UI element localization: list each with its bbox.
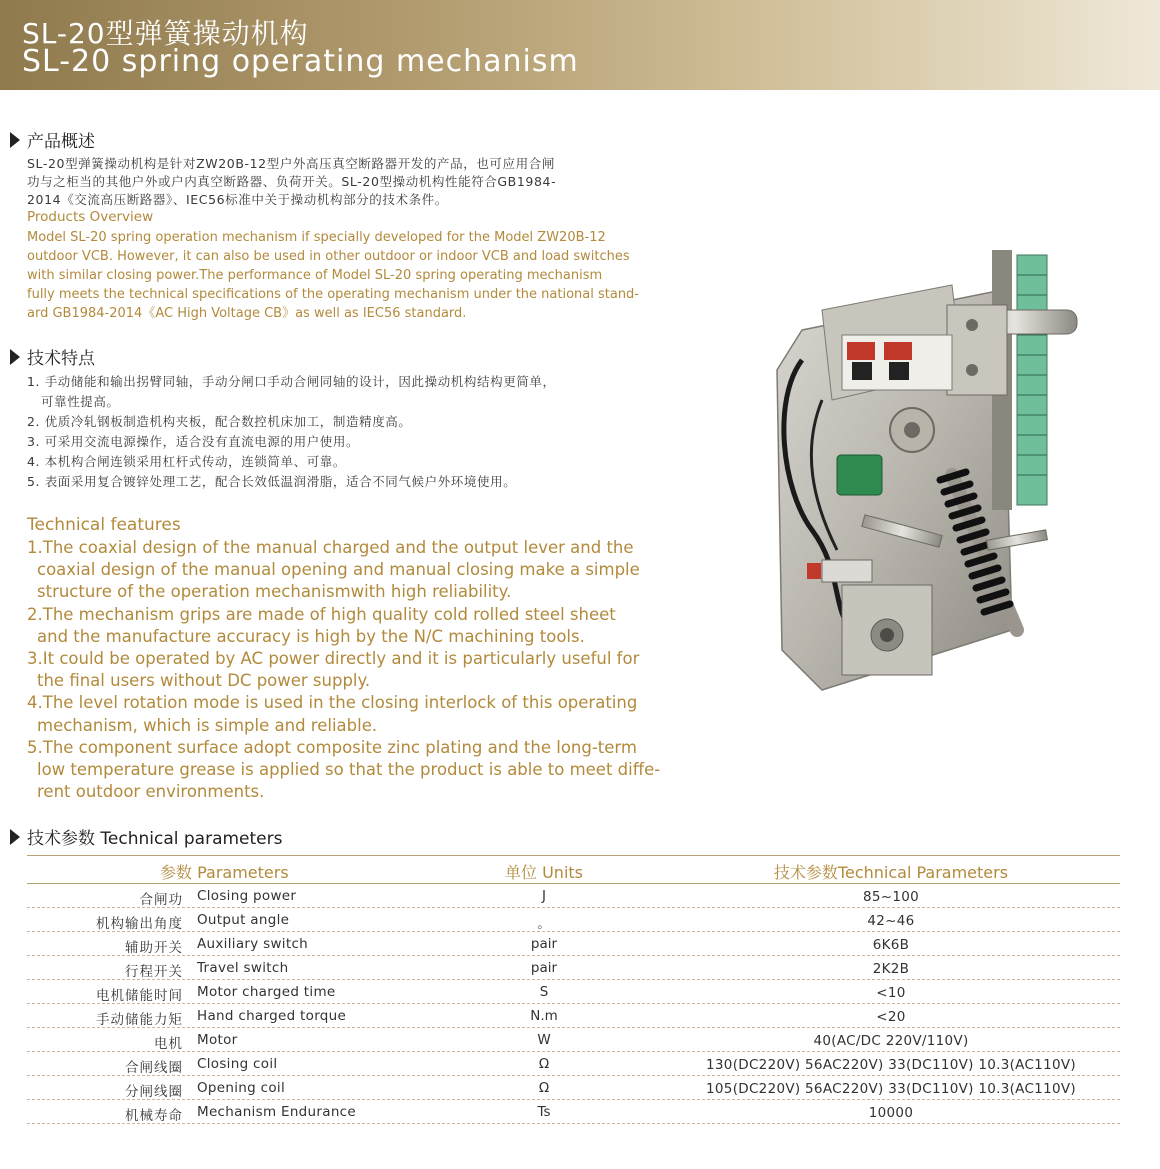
param-en: Mechanism Endurance <box>197 1104 357 1120</box>
table-row <box>27 1028 1120 1052</box>
feature-cn-item: 1. 手动储能和输出拐臂同轴，手动分闸口手动合闸同轴的设计，因此操动机构结构更简单， <box>27 374 556 389</box>
overview-en-line: Model SL-20 spring operation mechanism if specially developed for the Model ZW20B-12 <box>27 230 606 245</box>
param-value: 105(DC220V) 56AC220V) 33(DC110V) 10.3(AC110V) <box>706 1081 1076 1097</box>
param-value: <10 <box>876 985 906 1001</box>
table-row <box>27 1100 1120 1124</box>
table-row <box>27 932 1120 956</box>
param-unit: S <box>539 984 549 1000</box>
params-heading <box>10 824 282 849</box>
param-en: Output angle <box>197 912 290 928</box>
triangle-bullet-icon <box>10 829 20 845</box>
overview-cn-line: SL-20型弹簧操动机构是针对ZW20B-12型户外高压真空断路器开发的产品，也可应用合闸 <box>27 156 555 171</box>
params-heading-text: 技术参数 Technical parameters <box>27 829 283 849</box>
overview-heading-text: 产品概述 <box>27 132 95 152</box>
feature-en-line: coaxial design of the manual opening and manual closing make a simple <box>37 560 640 580</box>
overview-en-line: with similar closing power.The performance of Model SL-20 spring operating mechanism <box>27 268 603 283</box>
param-en: Motor <box>197 1032 238 1048</box>
feature-en-line: 5.The component surface adopt composite zinc plating and the long-term <box>27 737 637 757</box>
param-value: 85~100 <box>862 889 920 905</box>
feature-en-item <box>27 692 667 736</box>
overview-en-line: fully meets the technical specifications of the operating mechanism under the national stand- <box>27 287 639 302</box>
mechanism-photo <box>762 250 1102 695</box>
features-heading <box>10 344 95 369</box>
feature-cn-item: 2. 优质冷轧钢板制造机构夹板，配合数控机床加工，制造精度高。 <box>27 414 412 429</box>
table-row <box>27 1076 1120 1100</box>
triangle-bullet-icon <box>10 132 20 148</box>
terminal-strip <box>1017 255 1047 505</box>
col-header-units: 单位 Units <box>505 863 583 882</box>
param-value: <20 <box>876 1009 906 1025</box>
param-value: 40(AC/DC 220V/110V) <box>813 1033 969 1049</box>
param-unit: N.m <box>530 1008 558 1024</box>
param-value: 10000 <box>868 1105 914 1121</box>
param-cn: 辅助开关 <box>125 940 183 956</box>
param-value: 2K2B <box>872 961 910 977</box>
param-en: Opening coil <box>197 1080 286 1096</box>
feature-en-item <box>27 648 667 692</box>
col-header-values: 技术参数Technical Parameters <box>773 863 1009 882</box>
feature-en-line: 3.It could be operated by AC power directly and it is particularly useful for <box>27 649 640 669</box>
feature-en-line: rent outdoor environments. <box>37 782 265 802</box>
table-row <box>27 1004 1120 1028</box>
param-cn: 分闸线圈 <box>125 1084 183 1100</box>
overview-cn-line: 2014《交流高压断路器》、IEC56标准中关于操动机构部分的技术条件。 <box>27 192 448 207</box>
param-unit: Ts <box>537 1104 551 1120</box>
title-en: SL-20 spring operating mechanism <box>22 44 579 79</box>
overview-cn-line: 功与之柜当的其他户外或户内真空断路器、负荷开关。SL-20型操动机构性能符合GB1984- <box>27 174 557 189</box>
overview-en-line: ard GB1984-2014《AC High Voltage CB》as well as IEC56 standard. <box>27 306 467 321</box>
feature-en-item <box>27 737 667 804</box>
param-cn: 合闸功 <box>139 892 183 908</box>
feature-en-item <box>27 604 667 648</box>
param-cn: 合闸线圈 <box>125 1060 183 1076</box>
overview-heading <box>10 127 95 152</box>
overview-text-en <box>27 228 652 323</box>
param-unit: 。 <box>537 916 551 932</box>
feature-cn-item-cont: 可靠性提高。 <box>41 394 120 409</box>
param-cn: 电机 <box>154 1036 183 1052</box>
col-header-params: 参数 Parameters <box>160 863 289 882</box>
param-en: Motor charged time <box>197 984 336 1000</box>
header-banner <box>0 0 1160 90</box>
feature-en-line: the final users without DC power supply. <box>37 671 371 691</box>
overview-subheading-en: Products Overview <box>27 209 154 225</box>
triangle-bullet-icon <box>10 349 20 365</box>
param-cn: 行程开关 <box>125 964 183 980</box>
table-row <box>27 956 1120 980</box>
param-en: Closing power <box>197 888 297 904</box>
title-cn: SL-20型弹簧操动机构 <box>22 17 309 50</box>
param-cn: 机械寿命 <box>125 1108 183 1124</box>
param-value: 6K6B <box>872 937 910 953</box>
param-unit: pair <box>530 936 558 952</box>
features-heading-text: 技术特点 <box>27 349 95 369</box>
overview-text-cn <box>27 155 652 209</box>
features-list-cn <box>27 372 667 492</box>
feature-en-line: 1.The coaxial design of the manual charged and the output lever and the <box>27 538 634 557</box>
table-row <box>27 980 1120 1004</box>
param-unit: pair <box>530 960 558 976</box>
param-en: Auxiliary switch <box>197 936 309 952</box>
param-cn: 机构输出角度 <box>96 916 183 932</box>
param-en: Closing coil <box>197 1056 278 1072</box>
features-list-en <box>27 537 667 803</box>
feature-en-line: 4.The level rotation mode is used in the closing interlock of this operating <box>27 693 638 713</box>
feature-en-line: and the manufacture accuracy is high by the N/C machining tools. <box>37 626 585 646</box>
param-unit: W <box>537 1032 551 1048</box>
param-cn: 电机储能时间 <box>96 988 183 1004</box>
param-en: Hand charged torque <box>197 1008 347 1024</box>
param-unit: Ω <box>538 1080 550 1096</box>
feature-cn-item: 4. 本机构合闸连锁采用杠杆式传动，连锁简单、可靠。 <box>27 454 347 469</box>
param-cn: 手动储能力矩 <box>96 1012 183 1028</box>
param-value: 42~46 <box>867 913 915 929</box>
table-row <box>27 908 1120 932</box>
feature-en-item <box>27 537 667 604</box>
param-en: Travel switch <box>197 960 289 976</box>
params-table-header <box>27 855 1120 884</box>
table-row <box>27 1052 1120 1076</box>
overview-en-line: outdoor VCB. However, it can also be used in other outdoor or indoor VCB and load switches <box>27 249 630 264</box>
feature-en-line: low temperature grease is applied so that the product is able to meet diffe- <box>37 760 661 780</box>
table-row <box>27 884 1120 908</box>
params-table <box>27 855 1120 1124</box>
param-unit: Ω <box>538 1056 550 1072</box>
param-value: 130(DC220V) 56AC220V) 33(DC110V) 10.3(AC110V) <box>706 1057 1076 1073</box>
param-unit: J <box>542 888 546 904</box>
feature-cn-item: 3. 可采用交流电源操作，适合没有直流电源的用户使用。 <box>27 434 360 449</box>
features-heading-en: Technical features <box>27 515 181 535</box>
feature-cn-item: 5. 表面采用复合镀锌处理工艺，配合长效低温润滑脂，适合不同气候户外环境使用。 <box>27 474 517 489</box>
feature-en-line: mechanism, which is simple and reliable. <box>37 715 378 735</box>
feature-en-line: 2.The mechanism grips are made of high quality cold rolled steel sheet <box>27 604 616 624</box>
feature-en-line: structure of the operation mechanismwith high reliability. <box>37 582 512 602</box>
